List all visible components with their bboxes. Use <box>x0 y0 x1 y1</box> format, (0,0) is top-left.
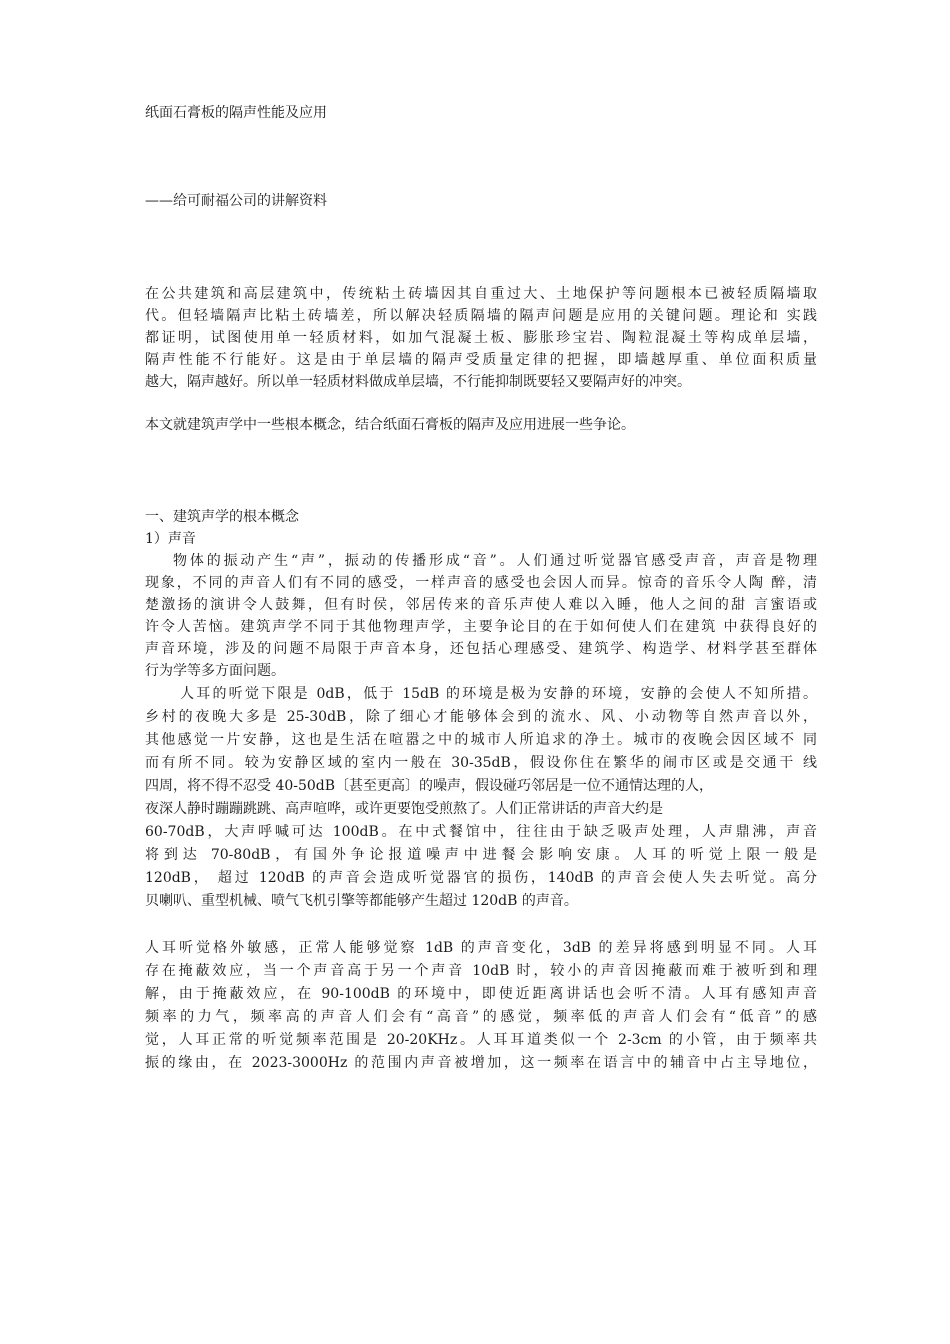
db-paragraph-line: 其他感觉一片安静，这也是生活在喧嚣之中的城市人所追求的净土。城市的夜晚会因区域不 同 <box>145 732 817 748</box>
sound-paragraph-line: 物体的振动产生“声”，振动的传播形成“音”。人们通过听觉器官感受声音，声音是物理 <box>173 553 817 569</box>
intro-line: 隔声性能不行能好。这是由于单层墙的隔声受质量定律的把握，即墙越厚重、单位面积质量 <box>145 352 817 368</box>
subsection-heading: 1）声音 <box>145 531 196 547</box>
db-paragraph-line: 夜深人静时蹦蹦跳跳、高声喧哗，或许更要饱受煎熬了。人们正常讲话的声音大约是 <box>145 801 663 817</box>
db-paragraph-line: 人耳的听觉下限是 0dB，低于 15dB 的环境是极为安静的环境，安静的会使人不知所措。 <box>180 686 817 702</box>
db-paragraph-line: 将到达 70-80dB，有国外争论报道噪声中进餐会影响安康。人耳的听觉上限一般是 <box>145 847 817 863</box>
hearing-paragraph-line: 存在掩蔽效应，当一个声音高于另一个声音 10dB 时，较小的声音因掩蔽而难于被听到和理 <box>145 963 817 979</box>
hearing-paragraph-line: 频率的力气，频率高的声音人们会有“高音”的感觉，频率低的声音人们会有“低音”的感 <box>145 1009 817 1025</box>
intro-line: 代。但轻墙隔声比粘土砖墙差，所以解决轻质隔墙的隔声问题是应用的关键问题。理论和 实践 <box>145 308 817 324</box>
sound-paragraph-line: 声音环境，涉及的问题不局限于声音本身，还包括心理感受、建筑学、构造学、材料学甚至群体 <box>145 641 817 657</box>
hearing-paragraph-line: 解，由于掩蔽效应，在 90-100dB 的环境中，即使近距离讲话也会听不清。人耳有感知声音 <box>145 986 817 1002</box>
sound-paragraph-line: 楚激扬的演讲令人鼓舞，但有时侯，邻居传来的音乐声使人难以入睡，他人之间的甜 言蜜语或 <box>145 597 817 613</box>
intro-line: 在公共建筑和高层建筑中，传统粘土砖墙因其自重过大、土地保护等问题根本已被轻质隔墙取 <box>145 286 817 302</box>
intro-line: 都证明，试图使用单一轻质材料，如加气混凝土板、膨胀珍宝岩、陶粒混凝土等构成单层墙， <box>145 330 817 346</box>
db-paragraph-line: 乡村的夜晚大多是 25-30dB，除了细心才能够体会到的流水、风、小动物等自然声音以外， <box>145 709 817 725</box>
db-paragraph-line: 120dB， 超过 120dB 的声音会造成听觉器官的损伤，140dB 的声音会使人失去听觉。高分 <box>145 870 817 886</box>
sound-paragraph-line: 行为学等多方面问题。 <box>145 663 285 679</box>
document-subtitle: ——给可耐福公司的讲解资料 <box>145 193 327 209</box>
db-paragraph-line: 四周，将不得不忍受 40-50dB〔甚至更高〕的噪声，假设碰巧邻居是一位不通情达理的人， <box>145 778 714 794</box>
section-heading: 一、建筑声学的根本概念 <box>145 509 299 525</box>
db-paragraph-line: 而有所不同。较为安静区域的室内一般在 30-35dB，假设你住在繁华的闹市区或是交通干 线 <box>145 755 817 771</box>
document-title: 纸面石膏板的隔声性能及应用 <box>145 105 327 121</box>
intro-line: 越大，隔声越好。所以单一轻质材料做成单层墙，不行能抑制既要轻又要隔声好的冲突。 <box>145 374 691 390</box>
hearing-paragraph-line: 人耳听觉格外敏感，正常人能够觉察 1dB 的声音变化，3dB 的差异将感到明显不同。人耳 <box>145 940 817 956</box>
intro-paragraph-2: 本文就建筑声学中一些根本概念，结合纸面石膏板的隔声及应用进展一些争论。 <box>145 417 635 433</box>
db-paragraph-line: 贝喇叭、重型机械、喷气飞机引擎等都能够产生超过 120dB 的声音。 <box>145 893 578 909</box>
hearing-paragraph-line: 振的缘由，在 2023-3000Hz 的范围内声音被增加，这一频率在语言中的辅音中占主导地位， <box>145 1055 817 1071</box>
db-paragraph-line: 60-70dB，大声呼喊可达 100dB。在中式餐馆中，往往由于缺乏吸声处理，人声鼎沸，声音 <box>145 824 817 840</box>
sound-paragraph-line: 许令人苦恼。建筑声学不同于其他物理声学，主要争论目的在于如何使人们在建筑 中获得良好的 <box>145 619 817 635</box>
hearing-paragraph-line: 觉，人耳正常的听觉频率范围是 20-20KHz。人耳耳道类似一个 2-3cm 的小管，由于频率共 <box>145 1032 817 1048</box>
sound-paragraph-line: 现象，不同的声音人们有不同的感受，一样声音的感受也会因人而异。惊奇的音乐令人陶 醉，清 <box>145 575 817 591</box>
